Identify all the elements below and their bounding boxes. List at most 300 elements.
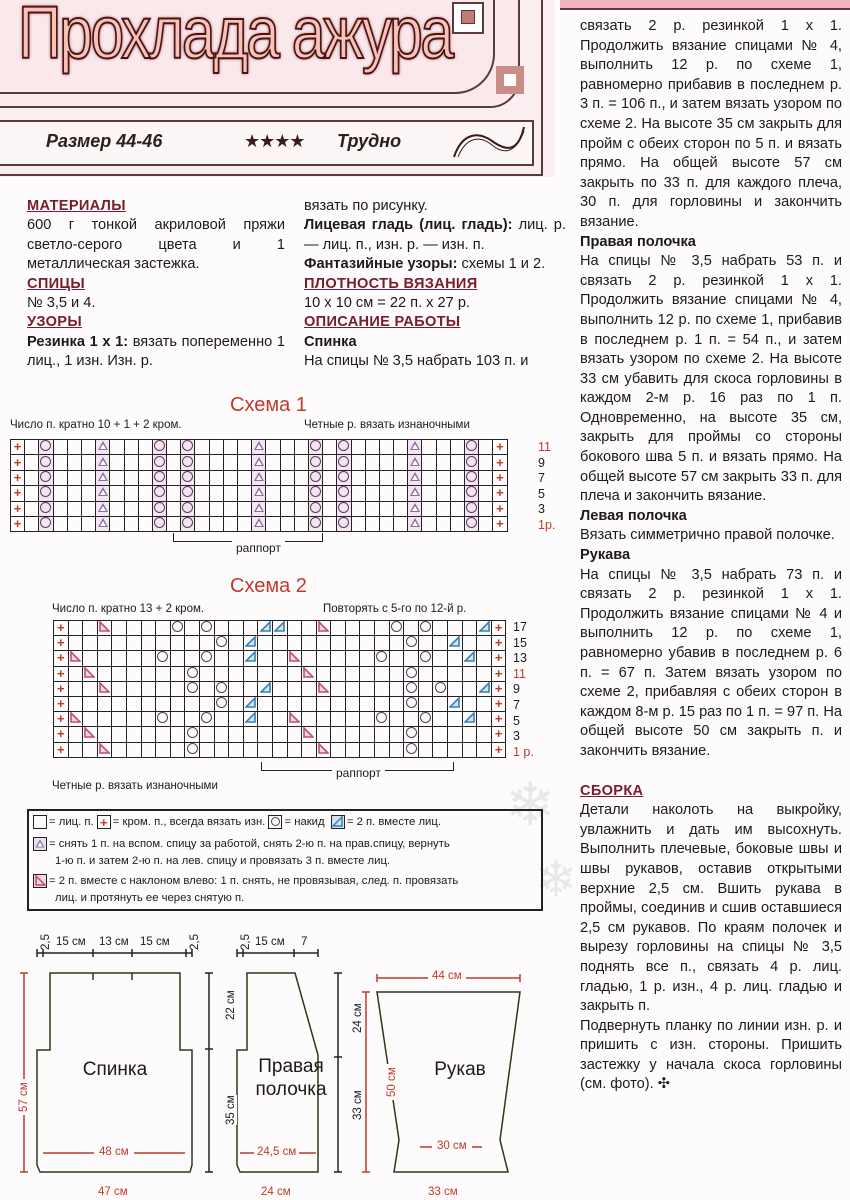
yarn-over-icon <box>310 517 321 528</box>
chart-cell <box>272 712 287 727</box>
chart-cell <box>252 516 266 531</box>
chart-cell <box>68 696 83 711</box>
chart-cell <box>404 621 419 636</box>
chart-cell <box>365 440 379 455</box>
yarn-over-icon <box>187 743 198 754</box>
chart-cell <box>462 712 477 727</box>
chart-cell <box>345 727 360 742</box>
left-front-text: Вязать симметрично правой полочке. <box>580 527 835 544</box>
cross-3tog-icon <box>410 457 420 466</box>
chart-cell <box>316 742 331 757</box>
rib-text: вязать попеременно 1 лиц., 1 изн. Изн. р. <box>27 333 285 370</box>
chart-cell <box>493 455 507 470</box>
chart-cell <box>185 621 200 636</box>
chart-cell <box>243 681 258 696</box>
chart-cell <box>170 636 185 651</box>
k2tog-icon <box>464 712 475 723</box>
back-dim-shoulder-offset-left: 2,5 <box>40 934 52 950</box>
chart-cell <box>360 696 375 711</box>
chart-cell <box>436 486 450 501</box>
chart-cell <box>185 666 200 681</box>
legend-row-3 <box>33 874 458 889</box>
chart-cell <box>408 486 422 501</box>
yarn-over-icon <box>40 456 51 467</box>
row-number: 3 <box>513 729 520 744</box>
front-bottom-width-label: 24 см <box>258 1186 294 1198</box>
chart-cell <box>229 621 244 636</box>
chart-cell <box>81 440 95 455</box>
scheme1-chart <box>10 439 508 532</box>
chart-cell <box>450 440 464 455</box>
sleeves-text: На спицы № 3,5 набрать 73 п. и связать 2 р. резинкой 1 х 1. Продолжить вязание спицами № 4 и выполнить 12 р. по схеме 1, равномерно убавив в последнем р. 6 п. = 67 п. Затем вязать узором по схеме 2, прибавляя с обеих сторон в каждом 8-м р. 15 раз по 1 п. = 97 п. На общей высоте 50 см закрыть п. и закончить вязание. <box>580 566 842 759</box>
chart-cell <box>491 696 506 711</box>
density-text: 10 х 10 см = 22 п. х 27 р. <box>304 295 470 312</box>
chart-cell <box>223 470 237 485</box>
chart-cell <box>294 486 308 501</box>
legend-ssk-line1: = 2 п. вместе с наклоном влево: 1 п. снять, не провязывая, след. п. провязать <box>49 875 459 887</box>
chart-cell <box>141 727 156 742</box>
chart-cell <box>258 651 273 666</box>
chart-cell <box>479 501 493 516</box>
chart-cell <box>491 712 506 727</box>
chart-cell <box>97 636 112 651</box>
chart-cell <box>252 486 266 501</box>
yarn-over-icon <box>406 667 417 678</box>
cross-3tog-icon <box>410 503 420 512</box>
chart-cell <box>11 501 25 516</box>
k2tog-icon <box>245 697 256 708</box>
chart-cell <box>258 636 273 651</box>
chart-cell <box>68 636 83 651</box>
chart-cell <box>124 455 138 470</box>
chart-cell <box>11 516 25 531</box>
chart-cell <box>11 486 25 501</box>
rib-paragraph <box>27 333 285 372</box>
ssk-icon <box>318 621 329 632</box>
chart-cell <box>110 516 124 531</box>
yarn-over-icon <box>466 517 477 528</box>
yarn-over-icon <box>187 682 198 693</box>
chart-cell <box>39 455 53 470</box>
back-bottom-width-label: 47 см <box>95 1186 131 1198</box>
chart-cell <box>436 455 450 470</box>
chart-cell <box>465 486 479 501</box>
chart-cell <box>477 696 492 711</box>
chart-cell <box>229 651 244 666</box>
assembly-heading: СБОРКА <box>580 782 644 799</box>
yarn-over-icon <box>406 636 417 647</box>
chart-cell <box>68 712 83 727</box>
chart-cell <box>258 727 273 742</box>
chart-cell <box>433 727 448 742</box>
chart-cell <box>462 727 477 742</box>
chart-cell <box>345 681 360 696</box>
row-number: 9 <box>538 455 545 470</box>
chart-cell <box>209 501 223 516</box>
chart-cell <box>124 501 138 516</box>
chart-cell <box>345 621 360 636</box>
chart-cell <box>214 666 229 681</box>
chart-cell <box>96 501 110 516</box>
yarn-over-icon <box>40 471 51 482</box>
row-number: 17 <box>513 620 527 634</box>
chart-cell <box>404 727 419 742</box>
chart-cell <box>389 727 404 742</box>
cross-3tog-icon <box>254 518 264 527</box>
chart-cell <box>243 666 258 681</box>
yarn-over-icon <box>40 517 51 528</box>
chart-row <box>11 455 508 470</box>
yarn-over-icon <box>154 456 165 467</box>
chart-cell <box>53 501 67 516</box>
chart-cell <box>238 440 252 455</box>
edge-stitch-icon: + <box>57 680 65 696</box>
rib-continued: вязать по рисунку. <box>304 198 428 214</box>
chart-cell <box>337 501 351 516</box>
chart-cell <box>25 455 39 470</box>
chart-cell <box>167 486 181 501</box>
edge-stitch-icon: + <box>13 439 22 455</box>
k2tog-icon <box>331 815 345 829</box>
chart-cell <box>83 712 98 727</box>
front-dim-offset: 2,5 <box>240 934 252 950</box>
edge-stitch-icon: + <box>494 696 503 712</box>
yarn-over-icon <box>420 621 431 632</box>
edge-stitch-icon: + <box>494 741 503 757</box>
chart-cell <box>229 696 244 711</box>
decor-square-icon <box>452 2 484 34</box>
chart-row <box>54 727 506 742</box>
chart-cell <box>67 440 81 455</box>
chart-cell <box>422 470 436 485</box>
chart-cell <box>479 440 493 455</box>
chart-cell <box>238 501 252 516</box>
chart-cell <box>141 666 156 681</box>
chart-cell <box>185 651 200 666</box>
edge-stitch-icon: + <box>57 620 65 636</box>
cross-3tog-icon <box>98 457 108 466</box>
chart-cell <box>156 666 171 681</box>
chart-cell <box>394 455 408 470</box>
chart-cell <box>422 486 436 501</box>
edge-stitch-icon: + <box>13 469 22 485</box>
yarn-over-icon <box>466 502 477 513</box>
chart-cell <box>302 651 317 666</box>
chart-cell <box>287 681 302 696</box>
chart-cell <box>408 470 422 485</box>
scheme2-note-bottom: Четные р. вязать изнаночными <box>52 780 218 792</box>
chart-cell <box>360 621 375 636</box>
chart-cell <box>25 440 39 455</box>
fancy-label: Фантазийные узоры: <box>304 256 458 273</box>
chart-cell <box>209 455 223 470</box>
row-number: 1 р. <box>513 744 534 759</box>
chart-cell <box>360 636 375 651</box>
chart-cell <box>199 727 214 742</box>
chart-cell <box>389 681 404 696</box>
cross-3tog-icon <box>98 487 108 496</box>
cross-3tog-icon <box>98 518 108 527</box>
edge-stitch-icon: + <box>57 635 65 651</box>
chart-cell <box>337 455 351 470</box>
chart-cell <box>138 470 152 485</box>
cross-3tog-icon <box>33 837 47 851</box>
chart-cell <box>181 501 195 516</box>
chart-cell <box>138 440 152 455</box>
chart-cell <box>96 470 110 485</box>
edge-stitch-icon: + <box>494 726 503 742</box>
cross-3tog-icon <box>254 487 264 496</box>
stockinette-label: Лицевая гладь (лиц. гладь): <box>304 217 513 234</box>
assembly-text: Детали наколоть на выкройку, увлажнить и дать им высохнуть. Выполнить плечевые, боковые швы и швы рукавов, оставив открытыми верхние 2,5 см. Вшить рукава в проймы, соединив и сшив оставшиеся 2,5 см рукавов. По краям полочек и вырезу горловины на спицы № 3,5 поднять все п., связать 4 р. лиц. гладью, 1 р. изн., 4 р. лиц. гладью и закрыть п. <box>580 802 842 1015</box>
ssk-icon <box>99 743 110 754</box>
description-heading: ОПИСАНИЕ РАБОТЫ <box>304 314 461 331</box>
decor-square-icon <box>496 66 524 94</box>
chart-cell <box>81 516 95 531</box>
chart-cell <box>54 621 69 636</box>
chart-cell <box>167 455 181 470</box>
chart-cell <box>266 470 280 485</box>
chart-cell <box>360 681 375 696</box>
edge-stitch-icon: + <box>496 454 504 470</box>
left-front-heading: Левая полочка <box>580 507 687 524</box>
chart-cell <box>68 621 83 636</box>
chart-cell <box>491 666 506 681</box>
difficulty-stars-icon: ★★★★ <box>244 131 305 151</box>
chart-cell <box>83 636 98 651</box>
chart-cell <box>126 666 141 681</box>
sleeves-heading: Рукава <box>580 547 631 564</box>
chart-cell <box>337 516 351 531</box>
chart-cell <box>404 651 419 666</box>
chart-cell <box>345 636 360 651</box>
chart-cell <box>112 651 127 666</box>
chart-cell <box>170 727 185 742</box>
chart-cell <box>39 440 53 455</box>
size-label: Размер 44-46 <box>46 131 163 151</box>
back-lower-height-label: 35 см <box>225 1095 237 1125</box>
chart-cell <box>185 742 200 757</box>
chart-cell <box>331 681 346 696</box>
chart-cell <box>141 636 156 651</box>
sleeve-bottom-width-label: 33 см <box>424 1186 462 1198</box>
chart-cell <box>195 470 209 485</box>
chart-cell <box>195 486 209 501</box>
chart-cell <box>375 651 390 666</box>
right-front-heading: Правая полочка <box>580 233 696 250</box>
k2tog-icon <box>274 621 285 632</box>
stockinette-text: лиц. р. — лиц. п., изн. р. — изн. п. <box>304 217 566 253</box>
chart-cell <box>389 621 404 636</box>
chart-cell <box>124 440 138 455</box>
chart-cell <box>81 470 95 485</box>
chart-cell <box>493 516 507 531</box>
chart-cell <box>418 712 433 727</box>
scheme1-rapport-label: раппорт <box>232 541 285 555</box>
chart-cell <box>81 455 95 470</box>
front-upper-height-label: 24 см <box>352 1003 364 1033</box>
chart-cell <box>493 486 507 501</box>
chart-cell <box>112 666 127 681</box>
chart-cell <box>170 696 185 711</box>
cross-3tog-icon <box>254 457 264 466</box>
chart-cell <box>199 636 214 651</box>
chart-cell <box>465 455 479 470</box>
chart-cell <box>243 636 258 651</box>
chart-cell <box>83 621 98 636</box>
edge-stitch-icon: + <box>494 620 503 636</box>
front-piece-label <box>246 1055 336 1101</box>
chart-cell <box>266 455 280 470</box>
chart-cell <box>181 455 195 470</box>
chart-cell <box>229 742 244 757</box>
chart-cell <box>54 681 69 696</box>
chart-cell <box>266 486 280 501</box>
yarn-over-icon <box>40 440 51 451</box>
chart-cell <box>83 742 98 757</box>
chart-cell <box>195 455 209 470</box>
chart-cell <box>266 440 280 455</box>
chart-cell <box>308 470 322 485</box>
edge-stitch-icon: + <box>494 711 503 727</box>
sleeve-piece-label: Рукав <box>434 1059 486 1080</box>
chart-cell <box>436 516 450 531</box>
chart-cell <box>96 516 110 531</box>
chart-cell <box>389 712 404 727</box>
chart-cell <box>491 651 506 666</box>
chart-cell <box>302 712 317 727</box>
difficulty-label: Трудно <box>337 131 402 151</box>
chart-cell <box>308 440 322 455</box>
chart-cell <box>272 742 287 757</box>
chart-cell <box>465 516 479 531</box>
chart-cell <box>214 651 229 666</box>
cross-3tog-icon <box>410 518 420 527</box>
chart-cell <box>170 666 185 681</box>
chart-cell <box>280 470 294 485</box>
chart-cell <box>365 470 379 485</box>
chart-cell <box>394 470 408 485</box>
knit-stitch-icon <box>33 815 47 829</box>
k2tog-icon <box>260 682 271 693</box>
chart-cell <box>229 712 244 727</box>
chart-cell <box>68 666 83 681</box>
yarn-over-icon <box>338 517 349 528</box>
ssk-icon <box>70 712 81 723</box>
ssk-icon <box>33 874 47 888</box>
chart-cell <box>479 455 493 470</box>
chart-cell <box>351 440 365 455</box>
k2tog-icon <box>245 651 256 662</box>
chart-cell <box>195 501 209 516</box>
chart-cell <box>97 621 112 636</box>
k2tog-icon <box>479 621 490 632</box>
chart-cell <box>433 696 448 711</box>
chart-cell <box>110 470 124 485</box>
chart-cell <box>375 727 390 742</box>
scheme1-title: Схема 1 <box>230 394 307 416</box>
edge-stitch-icon: + <box>57 665 65 681</box>
chart-cell <box>152 516 166 531</box>
chart-cell <box>124 486 138 501</box>
chart-cell <box>448 636 463 651</box>
chart-cell <box>465 470 479 485</box>
chart-cell <box>243 712 258 727</box>
chart-cell <box>96 455 110 470</box>
chart-cell <box>199 712 214 727</box>
chart-cell <box>394 516 408 531</box>
chart-cell <box>112 742 127 757</box>
chart-cell <box>152 501 166 516</box>
chart-cell <box>97 696 112 711</box>
chart-cell <box>280 486 294 501</box>
edge-stitch-icon: + <box>13 485 22 501</box>
chart-cell <box>375 621 390 636</box>
chart-cell <box>110 501 124 516</box>
chart-cell <box>170 651 185 666</box>
yarn-over-icon <box>376 712 387 723</box>
yarn-over-icon <box>172 621 183 632</box>
chart-cell <box>243 696 258 711</box>
chart-cell <box>152 470 166 485</box>
chart-cell <box>83 727 98 742</box>
chart-cell <box>81 501 95 516</box>
chart-cell <box>448 666 463 681</box>
chart-cell <box>308 455 322 470</box>
chart-cell <box>67 516 81 531</box>
chart-cell <box>238 470 252 485</box>
chart-cell <box>272 621 287 636</box>
chart-cell <box>379 501 393 516</box>
chart-cell <box>379 440 393 455</box>
header-panel <box>0 0 555 177</box>
legend-k2tog: = 2 п. вместе лиц. <box>346 816 441 828</box>
chart-cell <box>360 727 375 742</box>
chart-cell <box>331 727 346 742</box>
chart-cell <box>214 696 229 711</box>
yarn-over-icon <box>154 471 165 482</box>
chart-cell <box>379 455 393 470</box>
scheme1-note-left: Число п. кратно 10 + 1 + 2 кром. <box>10 419 182 431</box>
chart-cell <box>433 742 448 757</box>
chart-cell <box>280 516 294 531</box>
edge-stitch-icon: + <box>57 726 65 742</box>
chart-cell <box>53 455 67 470</box>
yarn-over-icon <box>406 743 417 754</box>
chart-cell <box>97 651 112 666</box>
edge-stitch-icon: + <box>494 650 503 666</box>
chart-cell <box>229 666 244 681</box>
chart-cell <box>389 651 404 666</box>
edge-stitch-icon: + <box>57 741 65 757</box>
chart-cell <box>124 470 138 485</box>
legend-edge: = кром. п., всегда вязать изн. <box>112 816 266 828</box>
chart-cell <box>126 712 141 727</box>
chart-cell <box>360 651 375 666</box>
cross-3tog-icon <box>410 441 420 450</box>
row-number: 11 <box>538 440 551 454</box>
chart-cell <box>323 470 337 485</box>
back-dim-shoulder-left: 15 см <box>56 936 86 948</box>
ssk-icon <box>70 651 81 662</box>
front-inner-width-label: 24,5 см <box>254 1146 299 1158</box>
chart-cell <box>287 742 302 757</box>
yarn-over-icon <box>182 471 193 482</box>
yarn-over-icon <box>154 440 165 451</box>
chart-cell <box>258 621 273 636</box>
chart-cell <box>272 636 287 651</box>
rib-label: Резинка 1 х 1: <box>27 333 129 350</box>
